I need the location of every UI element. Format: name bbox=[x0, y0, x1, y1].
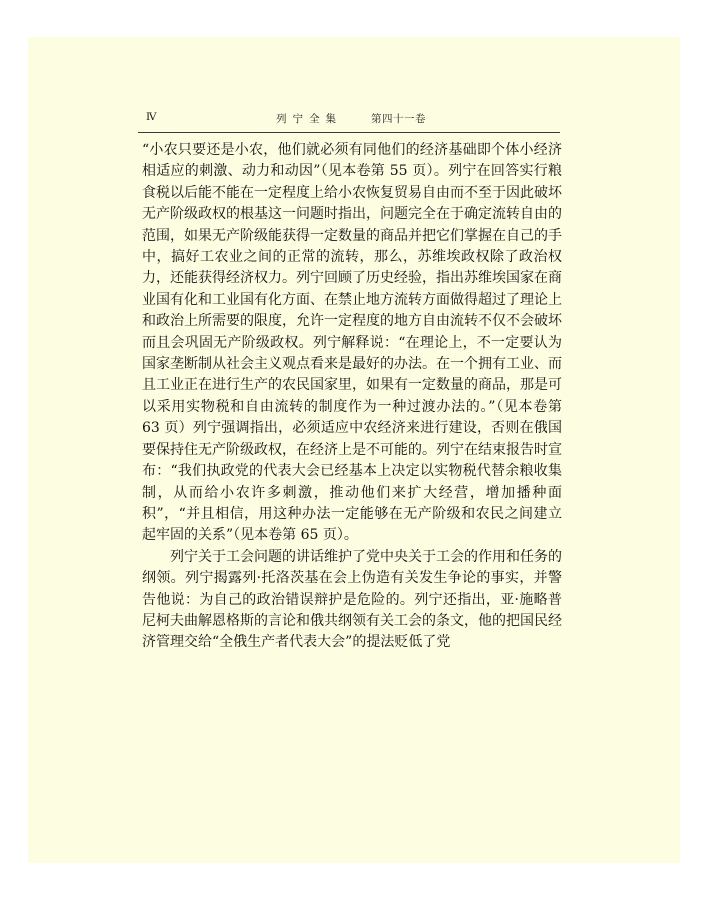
header-rule bbox=[138, 132, 560, 133]
paragraph-2: 列宁关于工会问题的讲话维护了党中央关于工会的作用和任务的纲领。列宁揭露列·托洛茨基在会上伪造有关发生争论的事实，并警告他说：为自己的政治错误辩护是危险的。列宁还指出，亚·施略普尼柯夫曲解恩格斯的言论和俄共纲领有关工会的条文，他的把国民经济管理交给“全俄生产者代表大会”的提法贬低了党 bbox=[142, 548, 562, 651]
paragraph-1: “小农只要还是小农，他们就必须有同他们的经济基础即个体小经济相适应的刺激、动力和动因”（见本卷第 55 页）。列宁在回答实行粮食税以后能不能在一定程度上给小农恢复贸易自由而不至于因此破坏无产阶级政权的根基这一问题时指出，问题完全在于确定流转自由的范围，如果无产阶级能获得一定数量的商品并把它们掌握在自己的手中，搞好工农业之间的正常的流转，那么，苏维埃政权除了政治权力，还能获得经济权力。列宁回顾了历史经验，指出苏维埃国家在商业国有化和工业国有化方面、在禁止地方流转方面做得超过了理论上和政治上所需要的限度，允许一定程度的地方自由流转不仅不会破坏而且会巩固无产阶级政权。列宁解释说：“在理论上，不一定要认为国家垄断制从社会主义观点看来是最好的办法。在一个拥有工业、而且工业正在进行生产的农民国家里，如果有一定数量的商品，那是可以采用实物税和自由流转的制度作为一种过渡办法的。”（见本卷第 63 页）列宁强调指出，必须适应中农经济来进行建设，否则在俄国要保持住无产阶级政权，在经济上是不可能的。列宁在结束报告时宣布：“我们执政党的代表大会已经基本上决定以实物税代替余粮收集制，从而给小农许多刺激，推动他们来扩大经营，增加播种面积”，“并且相信，用这种办法一定能够在无产阶级和农民之间建立起牢固的关系”（见本卷第 65 页）。 bbox=[142, 142, 562, 544]
body-text bbox=[142, 140, 562, 654]
running-head bbox=[138, 111, 560, 127]
book-title: 列宁全集 bbox=[276, 113, 342, 125]
page-number: Ⅳ bbox=[146, 111, 157, 123]
volume-label: 第四十一卷 bbox=[371, 113, 426, 125]
